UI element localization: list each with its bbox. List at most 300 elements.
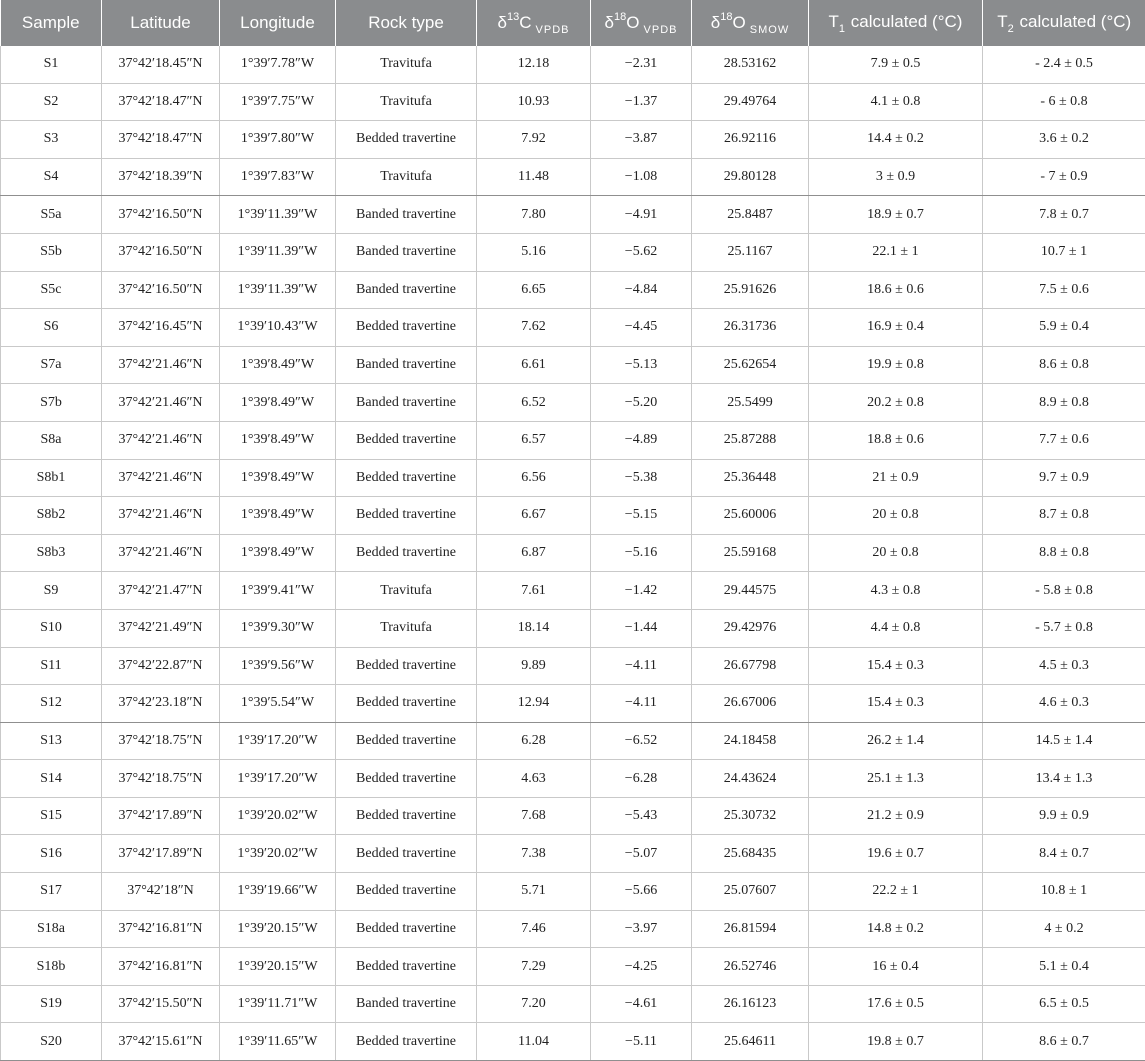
cell-longitude: 1°39′9.56″W: [220, 647, 336, 685]
table-row: [1, 1023, 1145, 1061]
cell-latitude: 37°42′21.46″N: [102, 384, 220, 422]
cell-d13c-vpdb: 6.28: [477, 722, 591, 760]
cell-d18o-smow: 25.30732: [692, 797, 809, 835]
header-latitude-pre: Latitude: [130, 13, 191, 32]
cell-d18o-vpdb: −5.15: [591, 497, 692, 535]
cell-d13c-vpdb: 12.94: [477, 685, 591, 723]
cell-d18o-smow: 25.68435: [692, 835, 809, 873]
header-sample: [1, 0, 102, 46]
cell-d18o-smow: 26.31736: [692, 309, 809, 347]
cell-rock-type: Bedded travertine: [336, 121, 477, 159]
cell-rock-type: Bedded travertine: [336, 873, 477, 911]
cell-latitude: 37°42′16.50″N: [102, 196, 220, 234]
cell-t1-calculated: 4.4 ± 0.8: [809, 609, 983, 647]
cell-d18o-smow: 29.42976: [692, 609, 809, 647]
table-row: [1, 384, 1145, 422]
cell-d13c-vpdb: 6.56: [477, 459, 591, 497]
table-row: [1, 647, 1145, 685]
cell-t1-calculated: 25.1 ± 1.3: [809, 760, 983, 798]
cell-latitude: 37°42′16.50″N: [102, 271, 220, 309]
cell-t1-calculated: 21 ± 0.9: [809, 459, 983, 497]
header-rock-type-pre: Rock type: [368, 13, 444, 32]
cell-d13c-vpdb: 11.48: [477, 158, 591, 196]
cell-latitude: 37°42′17.89″N: [102, 835, 220, 873]
header-t2-calculated: [983, 0, 1145, 46]
header-row: [1, 0, 1145, 46]
cell-latitude: 37°42′15.50″N: [102, 985, 220, 1023]
cell-sample: S5b: [1, 233, 102, 271]
table-row: [1, 46, 1145, 83]
cell-d13c-vpdb: 5.16: [477, 233, 591, 271]
cell-d18o-vpdb: −4.25: [591, 948, 692, 986]
table-row: [1, 459, 1145, 497]
cell-d18o-smow: 29.49764: [692, 83, 809, 121]
cell-t1-calculated: 16.9 ± 0.4: [809, 309, 983, 347]
cell-rock-type: Banded travertine: [336, 384, 477, 422]
table-row: [1, 83, 1145, 121]
cell-latitude: 37°42′21.46″N: [102, 497, 220, 535]
cell-d18o-smow: 25.07607: [692, 873, 809, 911]
header-sample-pre: Sample: [22, 13, 80, 32]
cell-sample: S16: [1, 835, 102, 873]
cell-t2-calculated: - 5.7 ± 0.8: [983, 609, 1145, 647]
header-d18o-vpdb-mid: O: [626, 13, 639, 32]
cell-t1-calculated: 21.2 ± 0.9: [809, 797, 983, 835]
cell-latitude: 37°42′17.89″N: [102, 797, 220, 835]
cell-d18o-vpdb: −5.62: [591, 233, 692, 271]
cell-rock-type: Bedded travertine: [336, 497, 477, 535]
cell-d13c-vpdb: 7.46: [477, 910, 591, 948]
cell-d13c-vpdb: 7.29: [477, 948, 591, 986]
cell-rock-type: Banded travertine: [336, 985, 477, 1023]
cell-sample: S8b1: [1, 459, 102, 497]
cell-latitude: 37°42′18.39″N: [102, 158, 220, 196]
cell-latitude: 37°42′22.87″N: [102, 647, 220, 685]
cell-t1-calculated: 4.3 ± 0.8: [809, 572, 983, 610]
cell-t1-calculated: 19.8 ± 0.7: [809, 1023, 983, 1061]
cell-longitude: 1°39′11.39″W: [220, 233, 336, 271]
cell-d18o-vpdb: −1.42: [591, 572, 692, 610]
header-longitude-pre: Longitude: [240, 13, 315, 32]
cell-t1-calculated: 18.6 ± 0.6: [809, 271, 983, 309]
cell-longitude: 1°39′8.49″W: [220, 346, 336, 384]
cell-t2-calculated: 8.6 ± 0.7: [983, 1023, 1145, 1061]
cell-t1-calculated: 15.4 ± 0.3: [809, 647, 983, 685]
cell-t2-calculated: 7.8 ± 0.7: [983, 196, 1145, 234]
cell-t2-calculated: 8.8 ± 0.8: [983, 534, 1145, 572]
cell-longitude: 1°39′7.78″W: [220, 46, 336, 83]
cell-sample: S17: [1, 873, 102, 911]
cell-longitude: 1°39′7.80″W: [220, 121, 336, 159]
cell-d13c-vpdb: 6.65: [477, 271, 591, 309]
cell-t2-calculated: 4.5 ± 0.3: [983, 647, 1145, 685]
cell-d18o-smow: 25.64611: [692, 1023, 809, 1061]
cell-rock-type: Bedded travertine: [336, 1023, 477, 1061]
cell-d18o-vpdb: −4.89: [591, 421, 692, 459]
cell-d18o-vpdb: −5.43: [591, 797, 692, 835]
cell-longitude: 1°39′8.49″W: [220, 534, 336, 572]
cell-t2-calculated: 9.7 ± 0.9: [983, 459, 1145, 497]
cell-t1-calculated: 18.9 ± 0.7: [809, 196, 983, 234]
cell-t2-calculated: - 5.8 ± 0.8: [983, 572, 1145, 610]
cell-longitude: 1°39′20.15″W: [220, 910, 336, 948]
cell-t2-calculated: 10.8 ± 1: [983, 873, 1145, 911]
cell-rock-type: Bedded travertine: [336, 421, 477, 459]
cell-sample: S6: [1, 309, 102, 347]
cell-latitude: 37°42′16.81″N: [102, 948, 220, 986]
table-row: [1, 233, 1145, 271]
table-row: [1, 346, 1145, 384]
cell-longitude: 1°39′11.39″W: [220, 196, 336, 234]
cell-d13c-vpdb: 7.92: [477, 121, 591, 159]
cell-d18o-smow: 25.91626: [692, 271, 809, 309]
cell-t2-calculated: - 2.4 ± 0.5: [983, 46, 1145, 83]
cell-d18o-vpdb: −4.91: [591, 196, 692, 234]
cell-t2-calculated: 5.9 ± 0.4: [983, 309, 1145, 347]
cell-longitude: 1°39′20.15″W: [220, 948, 336, 986]
cell-sample: S11: [1, 647, 102, 685]
cell-longitude: 1°39′20.02″W: [220, 835, 336, 873]
cell-d13c-vpdb: 7.80: [477, 196, 591, 234]
cell-latitude: 37°42′18.75″N: [102, 760, 220, 798]
cell-sample: S7a: [1, 346, 102, 384]
cell-d13c-vpdb: 7.61: [477, 572, 591, 610]
table-row: [1, 421, 1145, 459]
cell-sample: S8b3: [1, 534, 102, 572]
cell-d18o-vpdb: −4.84: [591, 271, 692, 309]
cell-t2-calculated: 4.6 ± 0.3: [983, 685, 1145, 723]
cell-t2-calculated: 8.6 ± 0.8: [983, 346, 1145, 384]
cell-rock-type: Travitufa: [336, 158, 477, 196]
cell-d18o-vpdb: −2.31: [591, 46, 692, 83]
cell-d18o-vpdb: −1.44: [591, 609, 692, 647]
cell-d13c-vpdb: 6.57: [477, 421, 591, 459]
cell-sample: S18a: [1, 910, 102, 948]
cell-longitude: 1°39′8.49″W: [220, 384, 336, 422]
header-t2-calculated-sub: 2: [1008, 23, 1015, 35]
cell-sample: S12: [1, 685, 102, 723]
cell-longitude: 1°39′10.43″W: [220, 309, 336, 347]
cell-longitude: 1°39′8.49″W: [220, 459, 336, 497]
header-d18o-smow-pre: δ: [711, 13, 720, 32]
cell-latitude: 37°42′16.45″N: [102, 309, 220, 347]
cell-d13c-vpdb: 18.14: [477, 609, 591, 647]
header-d18o-vpdb-sub: VPDB: [639, 24, 677, 36]
cell-t1-calculated: 20 ± 0.8: [809, 534, 983, 572]
cell-d18o-smow: 29.44575: [692, 572, 809, 610]
table-header: [1, 0, 1145, 46]
cell-rock-type: Bedded travertine: [336, 948, 477, 986]
cell-d18o-vpdb: −4.61: [591, 985, 692, 1023]
cell-d18o-vpdb: −5.07: [591, 835, 692, 873]
cell-rock-type: Bedded travertine: [336, 309, 477, 347]
cell-d18o-vpdb: −5.66: [591, 873, 692, 911]
cell-d13c-vpdb: 7.68: [477, 797, 591, 835]
cell-sample: S14: [1, 760, 102, 798]
cell-rock-type: Banded travertine: [336, 196, 477, 234]
header-d18o-smow-sup: 18: [720, 11, 732, 23]
cell-longitude: 1°39′20.02″W: [220, 797, 336, 835]
cell-rock-type: Bedded travertine: [336, 647, 477, 685]
cell-rock-type: Bedded travertine: [336, 534, 477, 572]
cell-d18o-smow: 28.53162: [692, 46, 809, 83]
table-row: [1, 158, 1145, 196]
cell-latitude: 37°42′21.46″N: [102, 459, 220, 497]
cell-latitude: 37°42′16.81″N: [102, 910, 220, 948]
cell-sample: S5c: [1, 271, 102, 309]
cell-t1-calculated: 15.4 ± 0.3: [809, 685, 983, 723]
cell-d13c-vpdb: 11.04: [477, 1023, 591, 1061]
cell-t2-calculated: 13.4 ± 1.3: [983, 760, 1145, 798]
cell-d18o-vpdb: −6.52: [591, 722, 692, 760]
cell-rock-type: Bedded travertine: [336, 459, 477, 497]
cell-longitude: 1°39′9.30″W: [220, 609, 336, 647]
cell-sample: S4: [1, 158, 102, 196]
header-rock-type: [336, 0, 477, 46]
cell-longitude: 1°39′9.41″W: [220, 572, 336, 610]
cell-d18o-smow: 25.87288: [692, 421, 809, 459]
cell-longitude: 1°39′7.83″W: [220, 158, 336, 196]
cell-rock-type: Travitufa: [336, 46, 477, 83]
cell-d13c-vpdb: 10.93: [477, 83, 591, 121]
cell-t2-calculated: 5.1 ± 0.4: [983, 948, 1145, 986]
cell-latitude: 37°42′18.45″N: [102, 46, 220, 83]
cell-d18o-smow: 26.67006: [692, 685, 809, 723]
cell-t2-calculated: - 7 ± 0.9: [983, 158, 1145, 196]
header-d18o-smow: [692, 0, 809, 46]
cell-sample: S19: [1, 985, 102, 1023]
header-d18o-vpdb: [591, 0, 692, 46]
cell-rock-type: Travitufa: [336, 83, 477, 121]
cell-sample: S7b: [1, 384, 102, 422]
cell-d13c-vpdb: 6.61: [477, 346, 591, 384]
header-d18o-vpdb-sup: 18: [614, 11, 626, 23]
cell-d18o-vpdb: −3.87: [591, 121, 692, 159]
header-t1-calculated-sub: 1: [839, 23, 846, 35]
cell-latitude: 37°42′15.61″N: [102, 1023, 220, 1061]
cell-t2-calculated: 6.5 ± 0.5: [983, 985, 1145, 1023]
table-row: [1, 873, 1145, 911]
header-d13c-vpdb: [477, 0, 591, 46]
cell-rock-type: Travitufa: [336, 572, 477, 610]
cell-latitude: 37°42′18″N: [102, 873, 220, 911]
cell-sample: S9: [1, 572, 102, 610]
cell-t1-calculated: 17.6 ± 0.5: [809, 985, 983, 1023]
cell-rock-type: Bedded travertine: [336, 835, 477, 873]
header-longitude: [220, 0, 336, 46]
cell-latitude: 37°42′18.75″N: [102, 722, 220, 760]
table-row: [1, 722, 1145, 760]
table-row: [1, 534, 1145, 572]
cell-d13c-vpdb: 12.18: [477, 46, 591, 83]
cell-d18o-vpdb: −1.37: [591, 83, 692, 121]
table-row: [1, 835, 1145, 873]
header-t2-calculated-pre: T: [997, 12, 1007, 31]
header-latitude: [102, 0, 220, 46]
cell-sample: S8a: [1, 421, 102, 459]
table-row: [1, 797, 1145, 835]
cell-rock-type: Bedded travertine: [336, 685, 477, 723]
cell-latitude: 37°42′18.47″N: [102, 83, 220, 121]
table-row: [1, 572, 1145, 610]
cell-d13c-vpdb: 7.20: [477, 985, 591, 1023]
cell-d13c-vpdb: 6.87: [477, 534, 591, 572]
cell-t2-calculated: 14.5 ± 1.4: [983, 722, 1145, 760]
cell-d18o-smow: 26.16123: [692, 985, 809, 1023]
cell-t2-calculated: 8.4 ± 0.7: [983, 835, 1145, 873]
cell-longitude: 1°39′7.75″W: [220, 83, 336, 121]
cell-t1-calculated: 19.6 ± 0.7: [809, 835, 983, 873]
cell-d18o-smow: 25.5499: [692, 384, 809, 422]
cell-t2-calculated: 8.7 ± 0.8: [983, 497, 1145, 535]
header-d18o-vpdb-pre: δ: [605, 13, 614, 32]
cell-t2-calculated: 10.7 ± 1: [983, 233, 1145, 271]
table-row: [1, 309, 1145, 347]
cell-sample: S15: [1, 797, 102, 835]
cell-longitude: 1°39′17.20″W: [220, 722, 336, 760]
header-d13c-vpdb-mid: C: [519, 13, 531, 32]
table-row: [1, 760, 1145, 798]
cell-rock-type: Banded travertine: [336, 346, 477, 384]
header-t1-calculated: [809, 0, 983, 46]
cell-d13c-vpdb: 6.52: [477, 384, 591, 422]
cell-t2-calculated: 3.6 ± 0.2: [983, 121, 1145, 159]
cell-latitude: 37°42′18.47″N: [102, 121, 220, 159]
cell-t1-calculated: 20.2 ± 0.8: [809, 384, 983, 422]
cell-d18o-smow: 25.62654: [692, 346, 809, 384]
cell-rock-type: Bedded travertine: [336, 910, 477, 948]
cell-d18o-smow: 29.80128: [692, 158, 809, 196]
cell-d18o-smow: 25.36448: [692, 459, 809, 497]
cell-latitude: 37°42′21.47″N: [102, 572, 220, 610]
cell-d18o-smow: 26.92116: [692, 121, 809, 159]
cell-sample: S18b: [1, 948, 102, 986]
cell-longitude: 1°39′8.49″W: [220, 497, 336, 535]
cell-d18o-vpdb: −5.11: [591, 1023, 692, 1061]
header-d13c-vpdb-pre: δ: [497, 13, 506, 32]
cell-sample: S20: [1, 1023, 102, 1061]
cell-d18o-smow: 26.81594: [692, 910, 809, 948]
cell-rock-type: Bedded travertine: [336, 760, 477, 798]
cell-d18o-vpdb: −6.28: [591, 760, 692, 798]
cell-t2-calculated: 9.9 ± 0.9: [983, 797, 1145, 835]
table-row: [1, 910, 1145, 948]
cell-t2-calculated: 4 ± 0.2: [983, 910, 1145, 948]
cell-latitude: 37°42′21.46″N: [102, 421, 220, 459]
cell-sample: S5a: [1, 196, 102, 234]
cell-rock-type: Banded travertine: [336, 233, 477, 271]
cell-longitude: 1°39′8.49″W: [220, 421, 336, 459]
cell-t2-calculated: 7.5 ± 0.6: [983, 271, 1145, 309]
cell-d18o-smow: 24.18458: [692, 722, 809, 760]
cell-t1-calculated: 22.2 ± 1: [809, 873, 983, 911]
cell-rock-type: Bedded travertine: [336, 722, 477, 760]
cell-d13c-vpdb: 9.89: [477, 647, 591, 685]
cell-sample: S10: [1, 609, 102, 647]
cell-longitude: 1°39′11.71″W: [220, 985, 336, 1023]
cell-d18o-smow: 26.52746: [692, 948, 809, 986]
table-row: [1, 685, 1145, 723]
cell-d18o-vpdb: −1.08: [591, 158, 692, 196]
cell-longitude: 1°39′17.20″W: [220, 760, 336, 798]
table-row: [1, 985, 1145, 1023]
cell-longitude: 1°39′5.54″W: [220, 685, 336, 723]
cell-latitude: 37°42′16.50″N: [102, 233, 220, 271]
cell-rock-type: Bedded travertine: [336, 797, 477, 835]
cell-sample: S13: [1, 722, 102, 760]
cell-d18o-smow: 25.60006: [692, 497, 809, 535]
cell-d13c-vpdb: 7.38: [477, 835, 591, 873]
cell-sample: S3: [1, 121, 102, 159]
cell-t1-calculated: 16 ± 0.4: [809, 948, 983, 986]
cell-t2-calculated: - 6 ± 0.8: [983, 83, 1145, 121]
cell-d18o-smow: 24.43624: [692, 760, 809, 798]
table-row: [1, 948, 1145, 986]
cell-d13c-vpdb: 7.62: [477, 309, 591, 347]
cell-t2-calculated: 8.9 ± 0.8: [983, 384, 1145, 422]
cell-t1-calculated: 3 ± 0.9: [809, 158, 983, 196]
header-d13c-vpdb-sub: VPDB: [531, 24, 569, 36]
cell-d18o-vpdb: −4.11: [591, 647, 692, 685]
cell-rock-type: Banded travertine: [336, 271, 477, 309]
cell-sample: S2: [1, 83, 102, 121]
cell-d18o-vpdb: −4.45: [591, 309, 692, 347]
cell-d13c-vpdb: 4.63: [477, 760, 591, 798]
cell-latitude: 37°42′21.46″N: [102, 346, 220, 384]
cell-t1-calculated: 14.4 ± 0.2: [809, 121, 983, 159]
cell-sample: S8b2: [1, 497, 102, 535]
header-d13c-vpdb-sup: 13: [507, 11, 519, 23]
cell-d18o-smow: 25.1167: [692, 233, 809, 271]
header-d18o-smow-mid: O: [732, 13, 745, 32]
cell-latitude: 37°42′21.49″N: [102, 609, 220, 647]
table-row: [1, 196, 1145, 234]
cell-d18o-vpdb: −5.38: [591, 459, 692, 497]
cell-d18o-smow: 25.59168: [692, 534, 809, 572]
cell-t1-calculated: 14.8 ± 0.2: [809, 910, 983, 948]
cell-t1-calculated: 22.1 ± 1: [809, 233, 983, 271]
cell-d18o-smow: 26.67798: [692, 647, 809, 685]
table-row: [1, 609, 1145, 647]
header-t1-calculated-pre: T: [829, 12, 839, 31]
cell-longitude: 1°39′19.66″W: [220, 873, 336, 911]
cell-latitude: 37°42′23.18″N: [102, 685, 220, 723]
cell-d18o-vpdb: −4.11: [591, 685, 692, 723]
table-row: [1, 271, 1145, 309]
cell-longitude: 1°39′11.39″W: [220, 271, 336, 309]
cell-d13c-vpdb: 5.71: [477, 873, 591, 911]
cell-t1-calculated: 20 ± 0.8: [809, 497, 983, 535]
cell-t1-calculated: 19.9 ± 0.8: [809, 346, 983, 384]
cell-d18o-vpdb: −3.97: [591, 910, 692, 948]
table-row: [1, 497, 1145, 535]
cell-t1-calculated: 7.9 ± 0.5: [809, 46, 983, 83]
header-t1-calculated-post: calculated (°C): [846, 12, 962, 31]
cell-t1-calculated: 4.1 ± 0.8: [809, 83, 983, 121]
table-row: [1, 121, 1145, 159]
cell-t2-calculated: 7.7 ± 0.6: [983, 421, 1145, 459]
cell-sample: S1: [1, 46, 102, 83]
cell-d18o-vpdb: −5.16: [591, 534, 692, 572]
cell-longitude: 1°39′11.65″W: [220, 1023, 336, 1061]
cell-t1-calculated: 18.8 ± 0.6: [809, 421, 983, 459]
cell-d18o-vpdb: −5.20: [591, 384, 692, 422]
cell-d18o-smow: 25.8487: [692, 196, 809, 234]
cell-latitude: 37°42′21.46″N: [102, 534, 220, 572]
header-d18o-smow-sub: SMOW: [746, 24, 790, 36]
cell-d13c-vpdb: 6.67: [477, 497, 591, 535]
cell-t1-calculated: 26.2 ± 1.4: [809, 722, 983, 760]
